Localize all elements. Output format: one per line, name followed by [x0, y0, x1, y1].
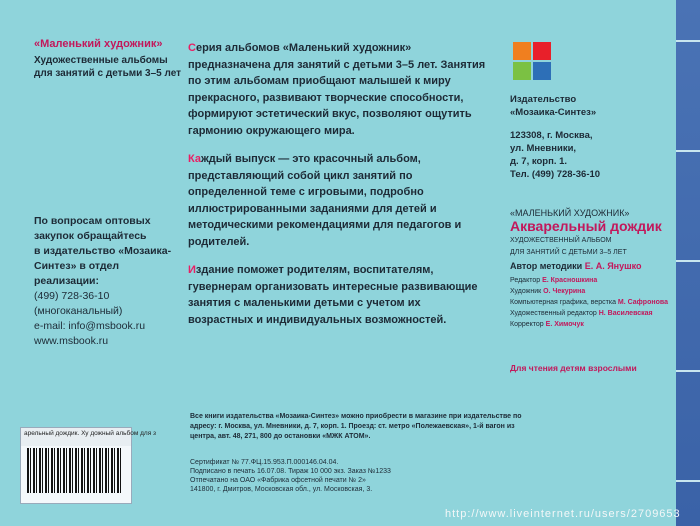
distribution-note: Все книги издательства «Мозаика-Синтез» можно приобрести в магазине при издательстве по адресу: г. Москва, ул. Мневники, д. 7, корп. 1. Проезд: ст. метро «Полежаевская», 1-й вагон из центра, авт. 48, 271, 800 до остановки «МЖК АТОМ». [190, 413, 522, 440]
credit-name: Е. Химочук [545, 321, 584, 328]
contact-line: Синтез» в отдел реализации: [34, 260, 120, 287]
publisher-name: «Мозаика-Синтез» [510, 107, 597, 118]
credit-line [510, 275, 675, 286]
credit-name: М. Сафронова [617, 299, 668, 306]
imprint-line: 141800, г. Дмитров, Московская обл., ул. Московская, 3. [190, 486, 373, 493]
author-label: Автор методики [510, 261, 585, 271]
credit-role: Художественный редактор [510, 310, 599, 317]
right-edge-strip [676, 0, 700, 526]
book-author [510, 261, 675, 271]
book-series: «МАЛЕНЬКИЙ ХУДОЖНИК» [510, 208, 630, 218]
book-info [510, 208, 675, 330]
credit-line [510, 286, 675, 297]
series-subtitle: Художественные альбомы для занятий с детьми 3–5 лет [34, 55, 182, 79]
credit-role: Художник [510, 288, 544, 295]
publisher-line: Издательство [510, 94, 577, 105]
edge-mark [676, 260, 700, 262]
edge-mark [676, 150, 700, 152]
wholesale-contact [34, 214, 184, 349]
credit-line [510, 319, 675, 330]
paragraph-text: ерия альбомов «Маленький художник» предназначена для занятий с детьми 3–5 лет. Занятия по этим альбомам приобщают малышей к миру прекрасного, развивают творческие способности, формируют эстетический вкус, позволяют ощутить гармонию окружающего мира. [188, 42, 486, 137]
publisher-address [510, 93, 670, 181]
contact-line: в издательство «Мозаика- [34, 245, 172, 257]
paragraph-text: здание поможет родителям, воспитателям, гувернерам организовать интересные развивающие занятия с маленькими детьми с учетом их возрастных и индивидуальных возможностей. [188, 264, 478, 326]
contact-line: (многоканальный) [34, 305, 123, 317]
series-name: «Маленький художник» [34, 38, 163, 50]
contact-email: e-mail: info@msbook.ru [34, 320, 146, 332]
imprint-line: Подписано в печать 16.07.08. Тираж 10 000 экз. Заказ №1233 [190, 468, 391, 475]
paragraph-text: ждый выпуск — это красочный альбом, представляющий собой цикл занятий по определенной теме с игровыми, подробно иллюстрированными заданиями для детей и методическими рекомендациями для педагогов и родителей. [188, 153, 462, 248]
series-block [34, 38, 184, 80]
edge-mark [676, 480, 700, 482]
publisher-logo-icon [513, 42, 553, 82]
contact-line: По вопросам оптовых [34, 215, 151, 227]
credit-name: Е. Красношкина [542, 277, 598, 284]
credit-line [510, 297, 675, 308]
book-title: Акварельный дождик [510, 218, 662, 234]
contact-phone: (499) 728-36-10 [34, 290, 110, 302]
barcode-stripes [27, 448, 123, 493]
credit-name: О. Чекурина [543, 288, 586, 295]
credit-role: Редактор [510, 277, 543, 284]
watermark-url: http://www.liveinternet.ru/users/2709653 [445, 508, 681, 520]
contact-website: www.msbook.ru [34, 335, 109, 347]
logo-square [513, 62, 531, 80]
imprint-block [190, 458, 520, 494]
book-subtitle: ДЛЯ ЗАНЯТИЙ С ДЕТЬМИ 3–5 ЛЕТ [510, 249, 627, 256]
credit-name: Н. Василевская [598, 310, 653, 317]
credit-line [510, 308, 675, 319]
edge-mark [676, 370, 700, 372]
spacer [510, 119, 670, 129]
drop-cap: С [188, 42, 196, 54]
description-paragraph [188, 262, 488, 328]
publisher-line: д. 7, корп. 1. [510, 156, 568, 167]
for-reading-note: Для чтения детям взрослыми [510, 363, 637, 373]
description-paragraph [188, 151, 488, 250]
logo-square [513, 42, 531, 60]
imprint-line: Сертификат № 77.ФЦ.15.953.П.000146.04.04. [190, 459, 339, 466]
publisher-line: 123308, г. Москва, [510, 130, 593, 141]
edge-mark [676, 40, 700, 42]
publisher-line: ул. Мневники, [510, 143, 577, 154]
barcode-label [20, 427, 156, 504]
imprint-line: Отпечатано на ОАО «Фабрика офсетной печати № 2» [190, 477, 366, 484]
book-subtitle: ХУДОЖЕСТВЕННЫЙ АЛЬБОМ [510, 237, 612, 244]
contact-line: закупок обращайтесь [34, 230, 147, 242]
description-paragraph [188, 40, 488, 139]
author-name: Е. А. Янушко [584, 261, 642, 271]
description-column [188, 40, 488, 340]
credit-role: Компьютерная графика, верстка [510, 299, 618, 306]
logo-square [533, 62, 551, 80]
drop-cap: Ка [188, 153, 201, 165]
drop-cap: И [188, 264, 196, 276]
credit-role: Корректор [510, 321, 546, 328]
logo-square [533, 42, 551, 60]
publisher-phone: Тел. (499) 728-36-10 [510, 169, 601, 180]
credits-list [510, 275, 675, 330]
barcode-tab-text: арельный дождик. Ху дожный альбом для з [21, 428, 131, 446]
